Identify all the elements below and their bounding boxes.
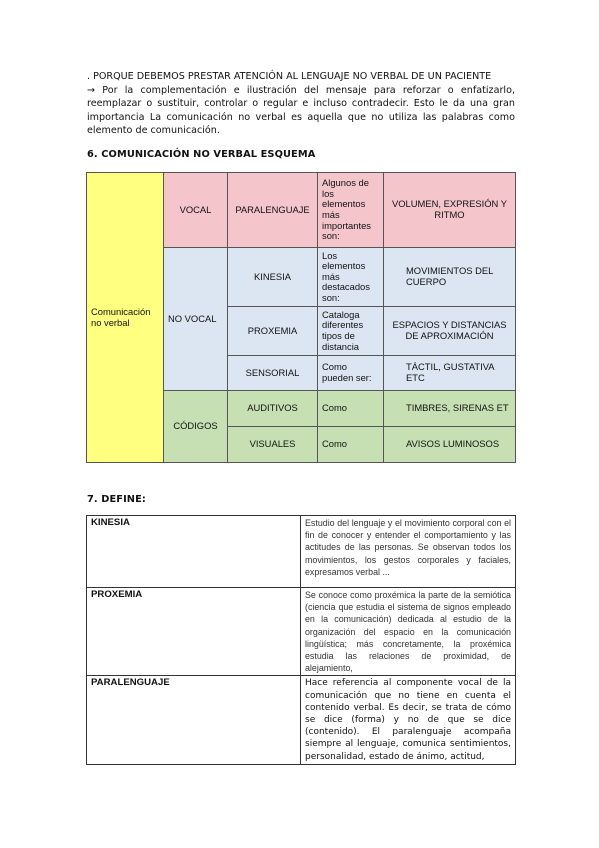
scheme-codigos: CÓDIGOS	[164, 391, 228, 463]
define-term-kinesia: KINESIA	[87, 516, 301, 588]
define-def-proxemia: Se conoce como proxémica la parte de la semiótica (ciencia que estudia el sistema de signos empleado en la comunicación) dedicada al estudio de la organización del espacio en la comunicación lingüística; más concretamente, la proxémica estudia las relaciones de proximidad, de alejamiento,	[301, 588, 516, 676]
scheme-visuales-connector: Como	[318, 427, 384, 463]
scheme-kinesia-connector: Los elementos más destacados son:	[318, 248, 384, 307]
section-7-title: 7. DEFINE:	[87, 494, 146, 505]
scheme-vocal: VOCAL	[164, 173, 228, 248]
table-row	[87, 588, 516, 676]
scheme-auditivos: AUDITIVOS	[228, 391, 318, 427]
scheme-proxemia-desc: ESPACIOS Y DISTANCIAS DE APROXIMACIÓN	[384, 307, 516, 356]
intro-question: . PORQUE DEBEMOS PRESTAR ATENCIÓN AL LENGUAJE NO VERBAL DE UN PACIENTE	[87, 71, 492, 82]
scheme-no-vocal: NO VOCAL	[164, 248, 228, 391]
scheme-proxemia-connector: Cataloga diferentes tipos de distancia	[318, 307, 384, 356]
scheme-paralenguaje: PARALENGUAJE	[228, 173, 318, 248]
define-term-proxemia: PROXEMIA	[87, 588, 301, 676]
define-table	[86, 515, 516, 765]
scheme-kinesia: KINESIA	[228, 248, 318, 307]
scheme-vocal-desc: VOLUMEN, EXPRESIÓN Y RITMO	[384, 173, 516, 248]
scheme-auditivos-desc: TIMBRES, SIRENAS ET	[384, 391, 516, 427]
intro-answer: → Por la complementación e ilustración del mensaje para reforzar o enfatizarlo, reemplazar o sustituir, controlar o regular e incluso contradecir. Esto le da una gran importancia La comunicación no verbal es aquella que no utiliza las palabras como elemento de comunicación.	[87, 84, 515, 137]
scheme-vocal-connector: Algunos de los elementos más importantes son:	[318, 173, 384, 248]
scheme-sensorial: SENSORIAL	[228, 356, 318, 391]
scheme-sensorial-desc: TÁCTIL, GUSTATIVA ETC	[384, 356, 516, 391]
scheme-proxemia: PROXEMIA	[228, 307, 318, 356]
scheme-visuales: VISUALES	[228, 427, 318, 463]
scheme-kinesia-desc: MOVIMIENTOS DEL CUERPO	[384, 248, 516, 307]
scheme-auditivos-connector: Como	[318, 391, 384, 427]
section-6-title: 6. COMUNICACIÓN NO VERBAL ESQUEMA	[87, 149, 316, 160]
scheme-root: Comunicación no verbal	[87, 173, 164, 463]
table-row	[87, 676, 516, 764]
define-def-paralenguaje: Hace referencia al componente vocal de la comunicación que no tiene en cuenta el contenido verbal. Es decir, se trata de cómo se dice (forma) y no de que se dice (contenido). El paralenguaje acompaña siempre al lenguaje, comunica sentimientos, personalidad, estado de ánimo, actitud,	[301, 676, 516, 764]
table-row	[87, 516, 516, 588]
scheme-sensorial-connector: Como pueden ser:	[318, 356, 384, 391]
define-def-kinesia: Estudio del lenguaje y el movimiento corporal con el fin de conocer y entender el comportamiento y las actitudes de las personas. Se observan todos los movimientos, los gestos corporales y faciales, expresamos verbal ...	[301, 516, 516, 588]
scheme-visuales-desc: AVISOS LUMINOSOS	[384, 427, 516, 463]
nonverbal-scheme-table	[86, 172, 516, 463]
define-term-paralenguaje: PARALENGUAJE	[87, 676, 301, 764]
intro-block	[87, 70, 515, 138]
